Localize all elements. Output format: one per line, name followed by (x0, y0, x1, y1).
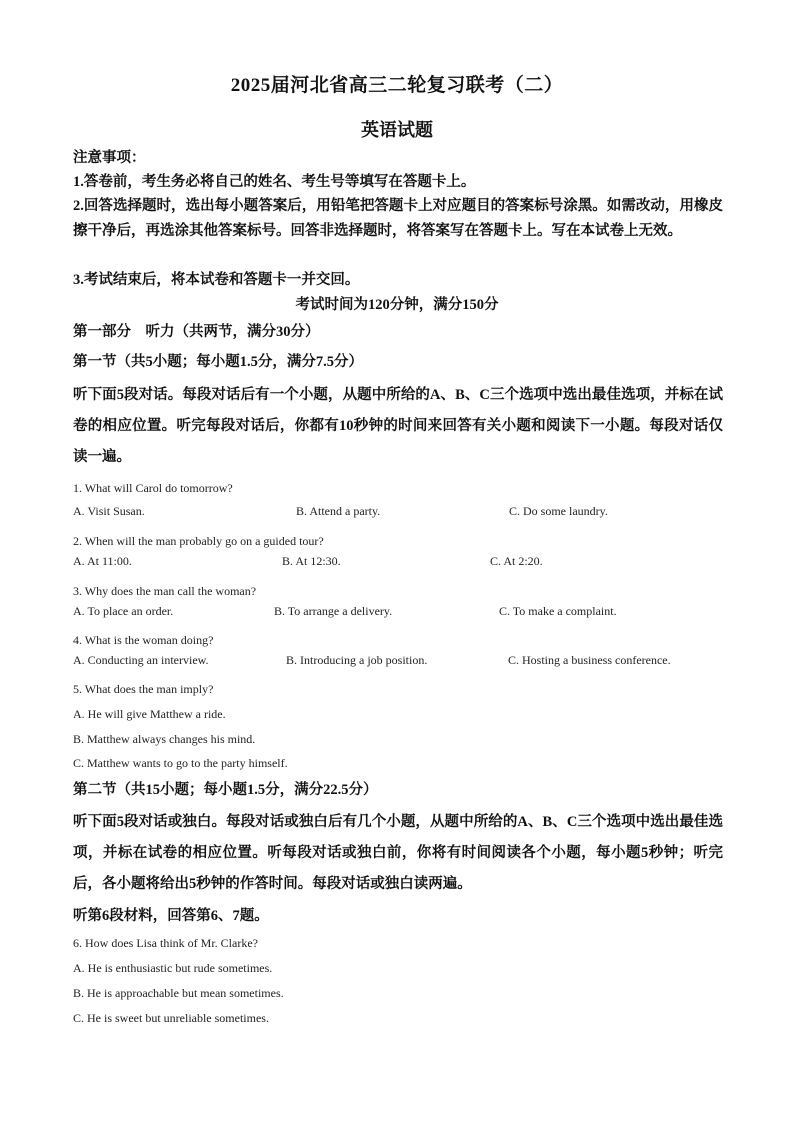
question-5-option-b: B. Matthew always changes his mind. (73, 732, 256, 746)
question-4: 4. What is the woman doing? (73, 633, 214, 647)
question-6-option-b: B. He is approachable but mean sometimes. (73, 986, 284, 1000)
option-b: B. To arrange a delivery. (274, 604, 393, 618)
option-c: C. To make a complaint. (499, 604, 617, 618)
question-6-option-a: A. He is enthusiastic but rude sometimes. (73, 961, 273, 975)
option-a: A. At 11:00. (73, 554, 132, 568)
option-a: A. Conducting an interview. (73, 653, 209, 667)
notice-item-3: 3.考试结束后，将本试卷和答题卡一并交回。 (73, 272, 360, 288)
notice-item-1: 1.答卷前，考生务必将自己的姓名、考生号等填写在答题卡上。 (73, 174, 476, 190)
exam-info: 考试时间为120分钟，满分150分 (295, 297, 499, 313)
question-5: 5. What does the man imply? (73, 682, 214, 696)
option-c: C. At 2:20. (490, 554, 543, 568)
question-6-option-c: C. He is sweet but unreliable sometimes. (73, 1011, 269, 1025)
exam-title: 2025届河北省高三二轮复习联考（二） (230, 75, 564, 96)
option-c: C. Do some laundry. (509, 504, 608, 518)
option-b: B. Attend a party. (296, 504, 381, 518)
question-5-option-a: A. He will give Matthew a ride. (73, 707, 226, 721)
part1-heading: 第一部分 听力（共两节，满分30分） (73, 324, 320, 340)
section1-heading: 第一节（共5小题；每小题1.5分，满分7.5分） (73, 354, 363, 370)
notice-item-2: 2.回答选择题时，选出每小题答案后，用铅笔把答题卡上对应题目的答案标号涂黑。如需改动，用橡皮擦干净后，再选涂其他答案标号。回答非选择题时，将答案写在答题卡上。写在本试卷上无效。 (73, 198, 723, 239)
option-a: A. Visit Susan. (73, 504, 145, 518)
section1-instructions: 听下面5段对话。每段对话后有一个小题，从题中所给的A、B、C三个选项中选出最佳选项，并标在试卷的相应位置。听完每段对话后，你都有10秒钟的时间来回答有关小题和阅读下一小题。每段对话仅读一遍。 (73, 387, 723, 465)
section2-heading: 第二节（共15小题；每小题1.5分，满分22.5分） (73, 782, 378, 798)
question-1: 1. What will Carol do tomorrow? (73, 481, 233, 495)
option-b: B. Introducing a job position. (286, 653, 428, 667)
section2-instructions: 听下面5段对话或独白。每段对话或独白后有几个小题，从题中所给的A、B、C三个选项中选出最佳选项，并标在试卷的相应位置。听每段对话或独白前，你将有时间阅读各个小题，每小题5秒钟；听完后，各小题将给出5秒钟的作答时间。每段对话或独白读两遍。 (73, 814, 723, 892)
option-c: C. Hosting a business conference. (508, 653, 671, 667)
notice-heading: 注意事项： (73, 150, 146, 166)
question-2: 2. When will the man probably go on a guided tour? (73, 534, 324, 548)
question-3: 3. Why does the man call the woman? (73, 584, 257, 598)
subject-title: 英语试题 (361, 120, 433, 140)
question-5-option-c: C. Matthew wants to go to the party himself. (73, 756, 288, 770)
option-a: A. To place an order. (73, 604, 174, 618)
option-b: B. At 12:30. (282, 554, 341, 568)
question-6: 6. How does Lisa think of Mr. Clarke? (73, 936, 258, 950)
material-6-heading: 听第6段材料，回答第6、7题。 (73, 908, 269, 924)
